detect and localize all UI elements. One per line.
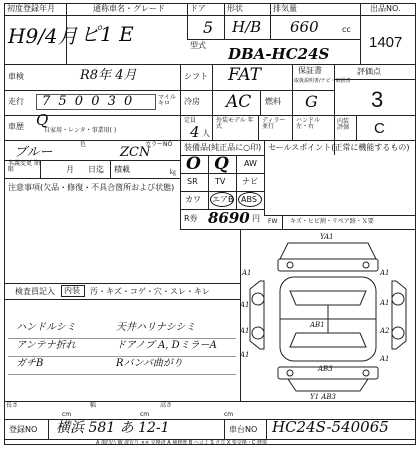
- shape-label: 形状: [227, 4, 243, 13]
- equip-tv: TV: [215, 177, 226, 186]
- airbag-circle: [210, 192, 234, 207]
- capacity-unit: 人: [202, 129, 210, 138]
- selling-points-label: セールスポイント(正常に機能するもの): [268, 143, 410, 152]
- inspector-note-1-right: 天井ハリナシシミ: [116, 322, 196, 333]
- chassis-value: HC24S-540065: [272, 418, 389, 436]
- equipment-label: 装備品(純正品に○印): [184, 143, 262, 152]
- model-value: DBA-HC24S: [228, 45, 330, 63]
- first-reg-value: H9/4月: [8, 24, 78, 48]
- fuel-value: G: [305, 92, 318, 111]
- displacement-unit: cc: [342, 25, 351, 34]
- chassis-label: 車台NO: [229, 425, 258, 434]
- inspector-note-2-left: アンテナ折れ: [16, 340, 76, 351]
- color-no-value: ZCN: [120, 145, 151, 160]
- reg-no-label: 登録NO: [9, 425, 38, 434]
- fw-label: FW: [268, 218, 278, 225]
- equip-abs: ABS: [241, 195, 257, 204]
- capacity-label: 定員: [184, 117, 197, 124]
- inspection-value: R8年 4月: [80, 68, 137, 83]
- ac-label: 冷房: [184, 97, 200, 106]
- mark-a1-6: A1: [240, 351, 250, 359]
- displacement-label: 排気量: [273, 4, 297, 13]
- front-view-outline: [280, 243, 376, 259]
- r-ken-label: R券: [184, 214, 198, 223]
- first-reg-label: 初度登録年月: [7, 4, 55, 13]
- inspector-note-3-left: ガチB: [16, 358, 44, 369]
- inspector-note-2-right: ドアノブ A, DミラーA: [116, 340, 217, 351]
- interior-value: C: [374, 120, 385, 137]
- mark-ya1: YA1: [320, 233, 334, 241]
- score-label: 評価点: [357, 67, 381, 76]
- mark-a1-7: A1: [380, 355, 390, 363]
- mark-a2: A2: [380, 327, 390, 335]
- notes-label: 注意事項(欠品・修復・不具合箇所および状態): [8, 183, 175, 192]
- displacement-value: 660: [290, 18, 319, 36]
- door-value: 5: [203, 18, 214, 37]
- inspector-note-3-right: Rバンパ曲がり: [116, 358, 183, 369]
- reg-no-value: 横浜 581 あ 12-1: [56, 420, 170, 436]
- warranty-sub: 取扱説明書/ナビ・取扱書: [294, 78, 351, 84]
- mark-y1-ab3: Y1 AB3: [310, 393, 336, 401]
- capacity-value: 4: [190, 123, 200, 141]
- date-label: 日迄: [88, 165, 104, 174]
- abs-circle: [238, 192, 262, 207]
- loading-unit: ㎏: [170, 169, 177, 176]
- inspector-category: 内装: [64, 286, 80, 295]
- inspector-label: 検査員記入: [15, 287, 55, 296]
- score-value: 3: [371, 87, 384, 112]
- fw-text: キズ・ヒビ割・リペア跡・Ｘ要: [290, 218, 374, 225]
- equip-navi: ナビ: [242, 177, 258, 186]
- door-label: ドア: [190, 4, 206, 13]
- inspector-items: 汚・キズ・コゲ・穴・スレ・キレ: [90, 287, 210, 296]
- width-unit: cm: [140, 411, 150, 418]
- mark-a1-3: A1: [240, 301, 250, 309]
- ac-value: AC: [226, 92, 252, 112]
- model-label: 型式: [190, 41, 206, 50]
- warranty-label: 保証書: [298, 66, 322, 75]
- equip-sr: SR: [187, 177, 198, 186]
- height-label: 高さ: [160, 402, 173, 409]
- equip-mark-1: O: [186, 154, 201, 174]
- mark-a1-2: A1: [380, 269, 390, 277]
- equip-aw: AW: [244, 159, 257, 168]
- interior-label: 内装 評価: [337, 118, 350, 131]
- car-damage-diagram: [240, 229, 416, 401]
- mark-ab3: AB3: [318, 365, 333, 373]
- mark-a1-4: A1: [380, 299, 390, 307]
- color-no-label: カラーNO: [145, 141, 173, 148]
- car-name-label: 通称車名・グレード: [93, 4, 165, 13]
- loading-label: 積載: [114, 165, 130, 174]
- car-name-value: ピ1 E: [80, 22, 134, 46]
- equip-leather: カワ: [185, 195, 201, 204]
- lot-value: 1407: [369, 34, 403, 51]
- mark-a1-5: A1: [240, 327, 250, 335]
- color-value: ブルー: [14, 145, 53, 160]
- history-value: 自家用・レンタ・事業用( ): [44, 127, 117, 134]
- lot-label: 出品NO.: [370, 4, 401, 13]
- mark-a1-1: A1: [242, 269, 252, 277]
- mileage-label: 走行: [8, 97, 24, 106]
- ext-model-label: 外装モデル 年式: [216, 117, 254, 130]
- handle-label: ハンドル 左・右: [296, 117, 321, 130]
- inspector-note-1-left: ハンドルシミ: [16, 322, 76, 333]
- dealer-label: ディラー 並行: [262, 117, 286, 130]
- mileage-value: 7 5 0 0 3 0: [42, 94, 135, 109]
- name-change-label: 名義変更 期限: [8, 160, 40, 173]
- month-label: 月: [66, 165, 74, 174]
- color-label: 色: [80, 141, 87, 148]
- mark-ab1: AB1: [310, 321, 325, 329]
- length-label: 長さ: [6, 402, 19, 409]
- mileage-unit: マイル キロ: [158, 94, 176, 107]
- history-label: 車歴: [8, 122, 24, 131]
- equip-mark-2: Q: [214, 154, 229, 174]
- fuel-label: 燃料: [265, 97, 281, 106]
- equip-airbag: エアB: [212, 195, 234, 204]
- legend-text: A 傷凹凸 W 波有り ×× 交換済 A 補修歴 B ヘコミ S さび X 要交換・C 修復: [96, 440, 267, 446]
- history-mark: Q: [36, 111, 49, 129]
- height-unit: cm: [224, 411, 234, 418]
- shape-value: H/B: [232, 18, 262, 36]
- shift-label: シフト: [184, 72, 208, 81]
- inspection-label: 車検: [8, 72, 24, 81]
- width-label: 幅: [90, 402, 97, 409]
- r-ken-unit: 円: [252, 214, 260, 223]
- shift-value: FAT: [228, 65, 262, 85]
- length-unit: cm: [62, 411, 72, 418]
- r-ken-value: 8690: [208, 209, 250, 227]
